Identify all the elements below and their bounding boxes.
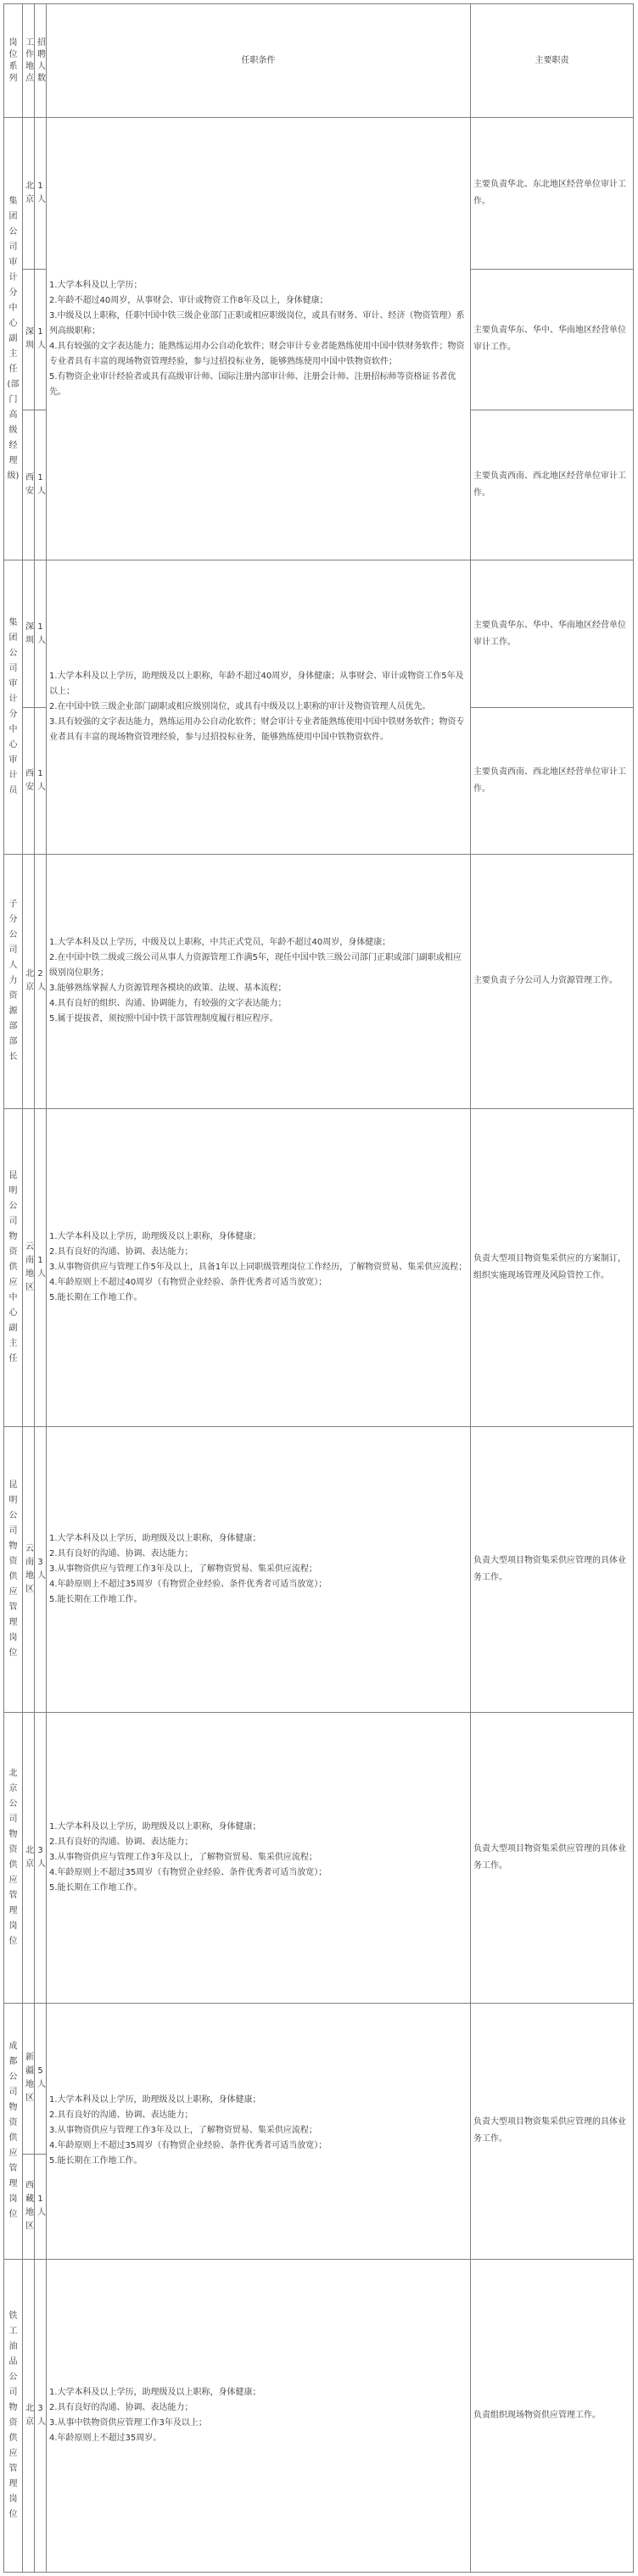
condition-item: 2.具有良好的沟通、协调、表达能力； bbox=[49, 2402, 193, 2412]
condition-item: 5.有物资企业审计经验者或具有高级审计师、国际注册内部审计师、注册会计师、注册招标师等资格证书者优先。 bbox=[49, 371, 456, 397]
count-cell: 3人 bbox=[35, 2259, 47, 2572]
duty-cell: 负责大型项目物资集采供应管理的具体业务工作。 bbox=[471, 2003, 634, 2259]
location-cell: 新疆地区 bbox=[23, 2003, 35, 2154]
condition-item: 3.从事物资供应与管理工作5年及以上，具备1年以上同职级管理岗位工作经历，了解物资贸易、集采供应流程； bbox=[49, 1262, 467, 1272]
condition-item: 2.具有良好的沟通、协调、表达能力； bbox=[49, 1548, 193, 1558]
duty-cell: 主要负责西南、西北地区经营单位审计工作。 bbox=[471, 708, 634, 855]
conditions-cell bbox=[47, 854, 471, 1108]
condition-item: 4.年龄原则上不超过35周岁（有物贸企业经验、条件优秀者可适当放宽）； bbox=[49, 1579, 327, 1589]
header-location: 工作地点 bbox=[23, 4, 35, 118]
location-cell: 西安 bbox=[23, 410, 35, 560]
conditions-cell bbox=[47, 1108, 471, 1426]
location-cell: 北京 bbox=[23, 1712, 35, 2003]
duty-cell: 负责大型项目物资集采供应管理的具体业务工作。 bbox=[471, 1426, 634, 1712]
condition-item: 1.大学本科及以上学历，助理级及以上职称，身体健康； bbox=[49, 2095, 261, 2105]
job-series-cell: 昆明公司物资供应中心副主任 bbox=[4, 1108, 23, 1426]
location-cell: 深圳 bbox=[23, 270, 35, 410]
condition-item: 4.年龄原则上不超过35周岁（有物贸企业经验、条件优秀者可适当放宽）； bbox=[49, 1867, 327, 1877]
duty-cell: 负责组织现场物资供应管理工作。 bbox=[471, 2259, 634, 2572]
table-row bbox=[4, 118, 634, 270]
condition-item: 3.从事物资供应与管理工作3年及以上，了解物资贸易、集采供应流程； bbox=[49, 2126, 317, 2136]
table-row bbox=[4, 854, 634, 1108]
location-cell: 云南地区 bbox=[23, 1426, 35, 1712]
condition-item: 3.从事中铁物资供应管理工作3年及以上； bbox=[49, 2417, 207, 2428]
condition-item: 4.年龄原则上不超过35周岁（有物贸企业经验、条件优秀者可适当放宽）； bbox=[49, 2141, 327, 2151]
condition-item: 4.年龄原则上不超过40周岁（有物贸企业经验、条件优秀者可适当放宽）； bbox=[49, 1277, 327, 1287]
count-cell: 1人 bbox=[35, 560, 47, 708]
condition-item: 4.具有较强的文字表达能力；能熟练运用办公自动化软件；财会审计专业者能熟练使用中国中铁财务软件；物资专业者具有丰富的现场物资管理经验，参与过招投标业务，能够熟练使用中国中铁物资软件； bbox=[49, 341, 465, 366]
condition-item: 2.具有良好的沟通、协调、表达能力； bbox=[49, 1837, 193, 1847]
duty-cell: 主要负责华北、东北地区经营单位审计工作。 bbox=[471, 118, 634, 270]
condition-item: 1.大学本科及以上学历，助理级及以上职称，身体健康； bbox=[49, 2387, 261, 2397]
condition-item: 3.从事物资供应与管理工作3年及以上，了解物资贸易、集采供应流程； bbox=[49, 1852, 317, 1862]
location-cell: 深圳 bbox=[23, 560, 35, 708]
conditions-cell bbox=[47, 560, 471, 854]
duty-cell: 主要负责华东、华中、华南地区经营单位审计工作。 bbox=[471, 270, 634, 410]
condition-item: 4.具有良好的组织、沟通、协调能力，有较强的文字表达能力； bbox=[49, 999, 287, 1009]
condition-item: 5.能长期在工作地工作。 bbox=[49, 1594, 143, 1604]
count-cell: 3人 bbox=[35, 1426, 47, 1712]
location-cell: 北京 bbox=[23, 2259, 35, 2572]
condition-item: 1.大学本科及以上学历，助理级及以上职称，身体健康； bbox=[49, 1533, 261, 1543]
condition-item: 3.从事物资供应与管理工作3年及以上，了解物资贸易、集采供应流程； bbox=[49, 1564, 317, 1574]
condition-item: 1.大学本科及以上学历，助理级及以上职称，身体健康； bbox=[49, 1821, 261, 1832]
condition-item: 2.在中国中铁二级或三级公司从事人力资源管理工作满5年，现任中国中铁三级公司部门正职或部门副职或相应级别岗位职务； bbox=[49, 953, 462, 979]
header-duties: 主要职责 bbox=[471, 4, 634, 118]
condition-item: 5.能长期在工作地工作。 bbox=[49, 2156, 143, 2166]
conditions-cell bbox=[47, 118, 471, 560]
count-cell: 3人 bbox=[35, 1712, 47, 2003]
job-series-cell: 铁工油品公司物资供应管理岗位 bbox=[4, 2259, 23, 2572]
condition-item: 1.大学本科及以上学历，助理级及以上职称，身体健康； bbox=[49, 1231, 261, 1241]
location-cell: 西藏地区 bbox=[23, 2154, 35, 2259]
condition-item: 3.能够熟练掌握人力资源管理各模块的政策、法规、基本流程； bbox=[49, 984, 287, 994]
condition-item: 1.大学本科及以上学历； bbox=[49, 280, 143, 290]
count-cell: 1人 bbox=[35, 2154, 47, 2259]
header-series: 岗位系列 bbox=[4, 4, 23, 118]
location-cell: 北京 bbox=[23, 854, 35, 1108]
table-row bbox=[4, 560, 634, 708]
count-cell: 1人 bbox=[35, 1108, 47, 1426]
location-cell: 北京 bbox=[23, 118, 35, 270]
conditions-cell bbox=[47, 2003, 471, 2259]
table-header-row bbox=[4, 4, 634, 118]
table-row bbox=[4, 2003, 634, 2154]
location-cell: 云南地区 bbox=[23, 1108, 35, 1426]
header-count: 招聘人数 bbox=[35, 4, 47, 118]
duty-cell: 负责大型项目物资集采供应的方案制订，组织实施现场管理及风险管控工作。 bbox=[471, 1108, 634, 1426]
table-row bbox=[4, 2259, 634, 2572]
recruitment-table bbox=[3, 3, 634, 2573]
condition-item: 5.能长期在工作地工作。 bbox=[49, 1292, 143, 1302]
table-row bbox=[4, 1712, 634, 2003]
condition-item: 1.大学本科及以上学历，助理级及以上职称，年龄不超过40周岁，身体健康；从事财会、审计或物资工作5年及以上； bbox=[49, 672, 464, 697]
location-cell: 西安 bbox=[23, 708, 35, 855]
count-cell: 2人 bbox=[35, 854, 47, 1108]
job-series-cell: 成都公司物资供应管理岗位 bbox=[4, 2003, 23, 2259]
count-cell: 1人 bbox=[35, 118, 47, 270]
job-series-cell: 集团公司审计分中心审计员 bbox=[4, 560, 23, 854]
conditions-cell bbox=[47, 2259, 471, 2572]
condition-item: 2.在中国中铁三级企业部门副职或相应级别岗位，或具有中级及以上职称的审计及物资管理人员优先。 bbox=[49, 702, 431, 712]
job-series-cell: 集团公司审计分中心副主任(部门高级经理级) bbox=[4, 118, 23, 560]
conditions-cell bbox=[47, 1426, 471, 1712]
duty-cell: 主要负责子分公司人力资源管理工作。 bbox=[471, 854, 634, 1108]
condition-item: 1.大学本科及以上学历，中级及以上职称，中共正式党员，年龄不超过40周岁，身体健康； bbox=[49, 938, 391, 948]
table-row bbox=[4, 1426, 634, 1712]
condition-item: 4.年龄原则上不超过35周岁。 bbox=[49, 2433, 162, 2443]
duty-cell: 主要负责西南、西北地区经营单位审计工作。 bbox=[471, 410, 634, 560]
job-series-cell: 昆明公司物资供应管理岗位 bbox=[4, 1426, 23, 1712]
condition-item: 2.年龄不超过40周岁，从事财会、审计或物资工作8年及以上，身体健康； bbox=[49, 295, 328, 305]
duty-cell: 负责大型项目物资集采供应管理的具体业务工作。 bbox=[471, 1712, 634, 2003]
count-cell: 1人 bbox=[35, 270, 47, 410]
header-conditions: 任职条件 bbox=[47, 4, 471, 118]
job-series-cell: 子分公司人力资源部部长 bbox=[4, 854, 23, 1108]
count-cell: 5人 bbox=[35, 2003, 47, 2154]
condition-item: 5.属于提拔者，须按照中国中铁干部管理制度履行相应程序。 bbox=[49, 1014, 278, 1024]
duty-cell: 主要负责华东、华中、华南地区经营单位审计工作。 bbox=[471, 560, 634, 708]
job-series-cell: 北京公司物资供应管理岗位 bbox=[4, 1712, 23, 2003]
condition-item: 5.能长期在工作地工作。 bbox=[49, 1882, 143, 1893]
condition-item: 3.具有较强的文字表达能力，熟练运用办公自动化软件；财会审计专业者能熟练使用中国中铁财务软件；物资专业者具有丰富的现场物资管理经验，参与过招投标业务，能够熟练使用中国中铁物资软件。 bbox=[49, 717, 465, 743]
condition-item: 3.中级及以上职称，任职中国中铁三级企业部门正职或相应职级岗位，或具有财务、审计、经济（物资管理）系列高级职称； bbox=[49, 310, 465, 336]
condition-item: 2.具有良好的沟通、协调、表达能力； bbox=[49, 1246, 193, 1257]
table-row bbox=[4, 1108, 634, 1426]
count-cell: 1人 bbox=[35, 708, 47, 855]
count-cell: 1人 bbox=[35, 410, 47, 560]
condition-item: 2.具有良好的沟通、协调、表达能力； bbox=[49, 2110, 193, 2121]
conditions-cell bbox=[47, 1712, 471, 2003]
